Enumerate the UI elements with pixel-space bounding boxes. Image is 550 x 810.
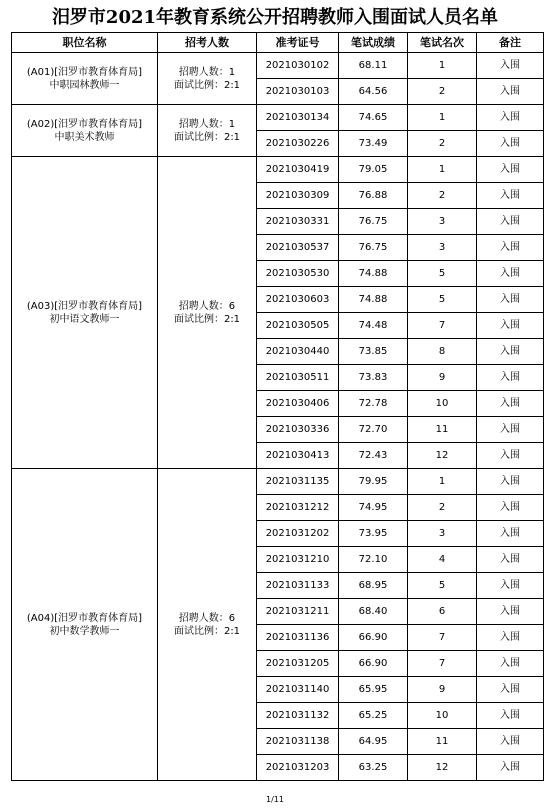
- rank-cell: 7: [408, 313, 477, 339]
- rank-cell: 1: [408, 53, 477, 79]
- note-cell: 入围: [477, 625, 544, 651]
- ticket-number-cell: 2021030505: [257, 313, 339, 339]
- score-cell: 66.90: [339, 625, 408, 651]
- note-cell: 入围: [477, 729, 544, 755]
- score-cell: 73.49: [339, 131, 408, 157]
- table-row: [12, 105, 544, 131]
- note-cell: 入围: [477, 105, 544, 131]
- ticket-number-cell: 2021030603: [257, 287, 339, 313]
- header-row: [12, 33, 544, 53]
- rank-cell: 12: [408, 443, 477, 469]
- score-cell: 65.95: [339, 677, 408, 703]
- score-cell: 76.75: [339, 209, 408, 235]
- ticket-number-cell: 2021030511: [257, 365, 339, 391]
- note-cell: 入围: [477, 339, 544, 365]
- rank-cell: 1: [408, 157, 477, 183]
- note-cell: 入围: [477, 495, 544, 521]
- ticket-number-cell: 2021030413: [257, 443, 339, 469]
- ticket-number-cell: 2021031205: [257, 651, 339, 677]
- rank-cell: 11: [408, 729, 477, 755]
- ticket-number-cell: 2021030440: [257, 339, 339, 365]
- score-cell: 74.95: [339, 495, 408, 521]
- ticket-number-cell: 2021031132: [257, 703, 339, 729]
- ticket-number-cell: 2021031211: [257, 599, 339, 625]
- ticket-number-cell: 2021031140: [257, 677, 339, 703]
- score-cell: 79.95: [339, 469, 408, 495]
- header-position: 职位名称: [12, 33, 158, 53]
- position-name-line: (A03)[汨罗市教育体育局]: [26, 300, 143, 312]
- score-cell: 74.48: [339, 313, 408, 339]
- score-cell: 72.78: [339, 391, 408, 417]
- note-cell: 入围: [477, 79, 544, 105]
- score-cell: 76.88: [339, 183, 408, 209]
- rank-cell: 7: [408, 625, 477, 651]
- note-cell: 入围: [477, 313, 544, 339]
- plan-cell: [158, 469, 257, 781]
- score-cell: 63.25: [339, 755, 408, 781]
- rank-cell: 6: [408, 599, 477, 625]
- header-note: 备注: [477, 33, 544, 53]
- ticket-number-cell: 2021030309: [257, 183, 339, 209]
- header-plan: 招考人数: [158, 33, 257, 53]
- ticket-number-cell: 2021030336: [257, 417, 339, 443]
- score-cell: 64.56: [339, 79, 408, 105]
- score-cell: 68.11: [339, 53, 408, 79]
- rank-cell: 2: [408, 131, 477, 157]
- ticket-number-cell: 2021031135: [257, 469, 339, 495]
- position-name-line: (A04)[汨罗市教育体育局]: [26, 612, 143, 624]
- plan-line: 招聘人数：6: [178, 612, 236, 624]
- table-row: [12, 469, 544, 495]
- score-cell: 76.75: [339, 235, 408, 261]
- ticket-number-cell: 2021031202: [257, 521, 339, 547]
- rank-cell: 1: [408, 469, 477, 495]
- document-title: 汨罗市2021年教育系统公开招聘教师入围面试人员名单: [51, 7, 499, 28]
- rank-cell: 9: [408, 365, 477, 391]
- note-cell: 入围: [477, 287, 544, 313]
- ticket-number-cell: 2021030134: [257, 105, 339, 131]
- note-cell: 入围: [477, 443, 544, 469]
- table-row: [12, 53, 544, 79]
- rank-cell: 3: [408, 209, 477, 235]
- note-cell: 入围: [477, 599, 544, 625]
- score-cell: 74.88: [339, 261, 408, 287]
- plan-line: 面试比例：2:1: [173, 625, 241, 637]
- ticket-number-cell: 2021031133: [257, 573, 339, 599]
- score-cell: 73.95: [339, 521, 408, 547]
- note-cell: 入围: [477, 417, 544, 443]
- plan-line: 面试比例：2:1: [173, 313, 241, 325]
- ticket-number-cell: 2021030102: [257, 53, 339, 79]
- note-cell: 入围: [477, 755, 544, 781]
- rank-cell: 1: [408, 105, 477, 131]
- ticket-number-cell: 2021030530: [257, 261, 339, 287]
- ticket-number-cell: 2021030331: [257, 209, 339, 235]
- score-cell: 74.65: [339, 105, 408, 131]
- plan-cell: [158, 53, 257, 105]
- note-cell: 入围: [477, 391, 544, 417]
- score-cell: 73.83: [339, 365, 408, 391]
- note-cell: 入围: [477, 53, 544, 79]
- note-cell: 入围: [477, 703, 544, 729]
- score-cell: 73.85: [339, 339, 408, 365]
- ticket-number-cell: 2021031210: [257, 547, 339, 573]
- header-rank: 笔试名次: [408, 33, 477, 53]
- header-score: 笔试成绩: [339, 33, 408, 53]
- rank-cell: 3: [408, 521, 477, 547]
- score-cell: 74.88: [339, 287, 408, 313]
- score-cell: 64.95: [339, 729, 408, 755]
- note-cell: 入围: [477, 469, 544, 495]
- rank-cell: 4: [408, 547, 477, 573]
- note-cell: 入围: [477, 183, 544, 209]
- ticket-number-cell: 2021030226: [257, 131, 339, 157]
- position-cell: [12, 469, 158, 781]
- ticket-number-cell: 2021031212: [257, 495, 339, 521]
- rank-cell: 9: [408, 677, 477, 703]
- ticket-number-cell: 2021030419: [257, 157, 339, 183]
- position-name-line: (A01)[汨罗市教育体育局]: [26, 66, 143, 78]
- ticket-number-cell: 2021030406: [257, 391, 339, 417]
- candidate-table: [11, 32, 544, 781]
- plan-line: 面试比例：2:1: [173, 131, 241, 143]
- score-cell: 72.70: [339, 417, 408, 443]
- position-name-line: 中职美术教师: [54, 131, 115, 143]
- score-cell: 65.25: [339, 703, 408, 729]
- rank-cell: 2: [408, 79, 477, 105]
- note-cell: 入围: [477, 651, 544, 677]
- note-cell: 入围: [477, 677, 544, 703]
- position-name-line: (A02)[汨罗市教育体育局]: [26, 118, 143, 130]
- table-body: [12, 53, 544, 781]
- rank-cell: 5: [408, 573, 477, 599]
- note-cell: 入围: [477, 157, 544, 183]
- rank-cell: 2: [408, 495, 477, 521]
- position-name-line: 初中数学教师一: [49, 625, 120, 637]
- score-cell: 72.10: [339, 547, 408, 573]
- note-cell: 入围: [477, 573, 544, 599]
- ticket-number-cell: 2021031138: [257, 729, 339, 755]
- rank-cell: 5: [408, 287, 477, 313]
- score-cell: 66.90: [339, 651, 408, 677]
- ticket-number-cell: 2021031203: [257, 755, 339, 781]
- note-cell: 入围: [477, 235, 544, 261]
- score-cell: 68.40: [339, 599, 408, 625]
- plan-line: 面试比例：2:1: [173, 79, 241, 91]
- ticket-number-cell: 2021030537: [257, 235, 339, 261]
- position-cell: [12, 53, 158, 105]
- rank-cell: 3: [408, 235, 477, 261]
- note-cell: 入围: [477, 131, 544, 157]
- note-cell: 入围: [477, 209, 544, 235]
- ticket-number-cell: 2021031136: [257, 625, 339, 651]
- rank-cell: 10: [408, 391, 477, 417]
- note-cell: 入围: [477, 547, 544, 573]
- rank-cell: 12: [408, 755, 477, 781]
- position-cell: [12, 157, 158, 469]
- rank-cell: 5: [408, 261, 477, 287]
- rank-cell: 10: [408, 703, 477, 729]
- plan-cell: [158, 105, 257, 157]
- ticket-number-cell: 2021030103: [257, 79, 339, 105]
- plan-line: 招聘人数：1: [178, 66, 236, 78]
- note-cell: 入围: [477, 261, 544, 287]
- rank-cell: 8: [408, 339, 477, 365]
- note-cell: 入围: [477, 365, 544, 391]
- rank-cell: 7: [408, 651, 477, 677]
- position-name-line: 中职园林教师一: [49, 79, 120, 91]
- table-row: [12, 157, 544, 183]
- plan-line: 招聘人数：1: [178, 118, 236, 130]
- score-cell: 79.05: [339, 157, 408, 183]
- position-cell: [12, 105, 158, 157]
- note-cell: 入围: [477, 521, 544, 547]
- page-number: 1/11: [266, 795, 284, 804]
- plan-line: 招聘人数：6: [178, 300, 236, 312]
- rank-cell: 2: [408, 183, 477, 209]
- rank-cell: 11: [408, 417, 477, 443]
- plan-cell: [158, 157, 257, 469]
- header-ticket: 准考证号: [257, 33, 339, 53]
- score-cell: 72.43: [339, 443, 408, 469]
- score-cell: 68.95: [339, 573, 408, 599]
- position-name-line: 初中语文教师一: [49, 313, 120, 325]
